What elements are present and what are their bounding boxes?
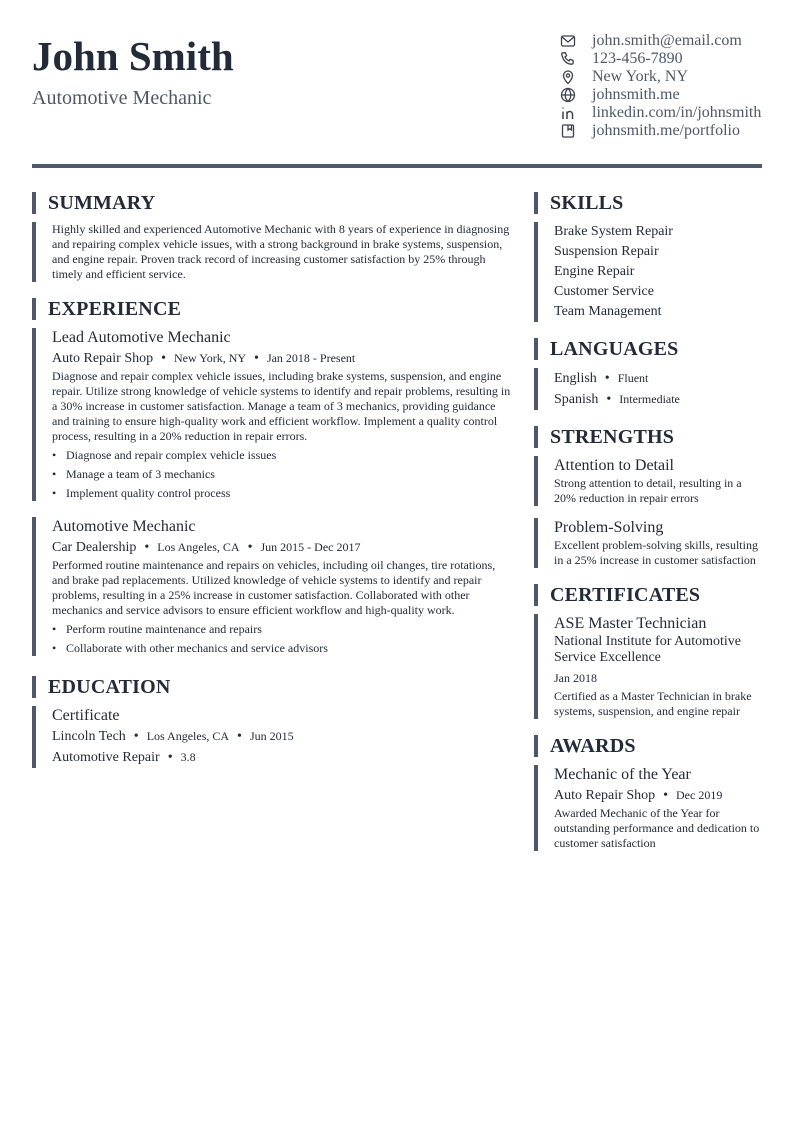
award-org: Auto Repair Shop	[554, 788, 656, 803]
job-bullets	[52, 622, 512, 656]
job-title: Lead Automotive Mechanic	[52, 329, 231, 346]
skills-section	[534, 192, 762, 322]
list-item: • Perform routine maintenance and repairs	[52, 622, 512, 637]
skill-item: Customer Service	[554, 284, 654, 299]
globe-icon	[560, 87, 576, 103]
certificates-section	[534, 584, 762, 719]
strengths-heading: STRENGTHS	[534, 426, 762, 448]
contact-list	[560, 32, 770, 140]
education-degree: Certificate	[52, 707, 120, 724]
job-dates: Jun 2015 - Dec 2017	[260, 540, 361, 554]
award-meta: Auto Repair Shop • Dec 2019	[554, 788, 723, 803]
skill-item: Team Management	[554, 304, 662, 319]
strength-name: Problem-Solving	[554, 519, 664, 536]
certificate-text: Certified as a Master Technician in brake systems, suspension, and engine repair	[554, 689, 752, 718]
education-entry	[32, 706, 512, 768]
summary-text: Highly skilled and experienced Automotive Mechanic with 8 years of experience in diagnosing and repairing complex vehicle issues, with a strong background in brake systems, suspension, and engine repair. Proven track record of increasing customer satisfaction by 25% through timely and efficient service.	[52, 222, 510, 281]
contact-website-text: johnsmith.me	[592, 86, 680, 103]
bookmark-icon	[560, 123, 576, 139]
education-meta: Lincoln Tech • Los Angeles, CA • Jun 2015	[52, 729, 294, 744]
language-name: English	[554, 371, 597, 386]
language-level: Fluent	[617, 371, 649, 385]
location-icon	[560, 69, 576, 85]
skill-item: Engine Repair	[554, 264, 635, 279]
education-location: Los Angeles, CA	[146, 729, 230, 743]
language-item: English • Fluent	[554, 371, 649, 386]
education-date: Jun 2015	[249, 729, 294, 743]
education-heading: EDUCATION	[32, 676, 512, 698]
education-field: Automotive Repair	[52, 750, 160, 765]
job-dates: Jan 2018 - Present	[266, 351, 356, 365]
linkedin-icon	[560, 105, 576, 121]
contact-website[interactable]	[560, 86, 770, 104]
summary-heading: SUMMARY	[32, 192, 512, 214]
experience-heading: EXPERIENCE	[32, 298, 512, 320]
summary-section	[32, 192, 512, 282]
language-name: Spanish	[554, 392, 599, 407]
certificates-heading: CERTIFICATES	[534, 584, 762, 606]
left-column	[32, 192, 512, 768]
language-item: Spanish • Intermediate	[554, 392, 680, 407]
phone-icon	[560, 51, 576, 67]
skill-item: Suspension Repair	[554, 244, 659, 259]
strength-entry	[534, 456, 762, 506]
skill-item: Brake System Repair	[554, 224, 673, 239]
job-company: Auto Repair Shop	[52, 351, 154, 366]
award-entry	[534, 765, 762, 851]
candidate-title: Automotive Mechanic	[32, 87, 212, 109]
languages-heading: LANGUAGES	[534, 338, 762, 360]
list-item: • Implement quality control process	[52, 486, 512, 501]
contact-email[interactable]	[560, 32, 770, 50]
right-column	[534, 192, 762, 851]
strength-text: Excellent problem-solving skills, resulting in a 25% increase in customer satisfaction	[554, 538, 758, 567]
contact-phone[interactable]	[560, 50, 770, 68]
experience-entry	[32, 328, 512, 501]
job-description: Diagnose and repair complex vehicle issues, including brake systems, suspension, and engine repair. Utilize strong knowledge of vehicle systems to identify and repair problems, resulting in a 30% increase in customer satisfaction. Manage a team of 3 mechanics, providing guidance and training to ensure high-quality work and efficient workflow. Implement a quality control process, resulting in a 20% reduction in repair errors.	[52, 369, 511, 443]
award-text: Awarded Mechanic of the Year for outstanding performance and dedication to customer satisfaction	[554, 806, 760, 850]
list-item: • Collaborate with other mechanics and service advisors	[52, 641, 512, 656]
contact-location	[560, 68, 770, 86]
job-meta: Car Dealership • Los Angeles, CA • Jun 2015 - Dec 2017	[52, 540, 361, 555]
language-level: Intermediate	[619, 392, 680, 406]
list-item: • Manage a team of 3 mechanics	[52, 467, 512, 482]
certificate-entry	[534, 614, 762, 719]
education-school: Lincoln Tech	[52, 729, 126, 744]
job-company: Car Dealership	[52, 540, 137, 555]
strength-text: Strong attention to detail, resulting in a 20% reduction in repair errors	[554, 476, 742, 505]
contact-portfolio[interactable]	[560, 122, 770, 140]
resume-header	[32, 30, 762, 166]
strengths-section	[534, 426, 762, 568]
job-description: Performed routine maintenance and repairs on vehicles, including oil changes, tire rotations, and brake pad replacements. Utilized knowledge of vehicle systems to identify and repair problems, resulting in a 25% increase in customer satisfaction. Collaborated with other mechanics and service advisors to ensure efficient workflow and high-quality work.	[52, 558, 496, 617]
job-bullets	[52, 448, 512, 501]
strength-name: Attention to Detail	[554, 457, 674, 474]
certificate-issuer: National Institute for Automotive Service Excellence	[554, 634, 742, 665]
certificate-date: Jan 2018	[554, 671, 597, 685]
experience-entry	[32, 517, 512, 656]
contact-portfolio-text: johnsmith.me/portfolio	[592, 122, 740, 139]
award-name: Mechanic of the Year	[554, 766, 691, 783]
contact-linkedin-text: linkedin.com/in/johnsmith	[592, 104, 762, 121]
list-item: • Diagnose and repair complex vehicle issues	[52, 448, 512, 463]
candidate-name: John Smith	[32, 33, 234, 79]
contact-linkedin[interactable]	[560, 104, 770, 122]
skills-heading: SKILLS	[534, 192, 762, 214]
header-divider	[32, 164, 762, 168]
job-meta: Auto Repair Shop • New York, NY • Jan 2018 - Present	[52, 351, 356, 366]
education-gpa: 3.8	[180, 750, 196, 764]
contact-phone-text: 123-456-7890	[592, 50, 683, 67]
education-field-row: Automotive Repair • 3.8	[52, 750, 196, 765]
mail-icon	[560, 33, 576, 49]
certificate-name: ASE Master Technician	[554, 615, 707, 632]
award-date: Dec 2019	[676, 788, 723, 802]
contact-location-text: New York, NY	[592, 68, 689, 85]
awards-heading: AWARDS	[534, 735, 762, 757]
languages-list	[534, 368, 762, 410]
awards-section	[534, 735, 762, 851]
contact-email-text: john.smith@email.com	[592, 32, 742, 49]
skills-list	[534, 222, 762, 322]
education-section	[32, 676, 512, 768]
job-location: Los Angeles, CA	[157, 540, 240, 554]
job-location: New York, NY	[174, 351, 247, 365]
experience-section	[32, 298, 512, 656]
strength-entry	[534, 518, 762, 568]
summary-body	[32, 222, 512, 282]
job-title: Automotive Mechanic	[52, 518, 196, 535]
languages-section	[534, 338, 762, 410]
